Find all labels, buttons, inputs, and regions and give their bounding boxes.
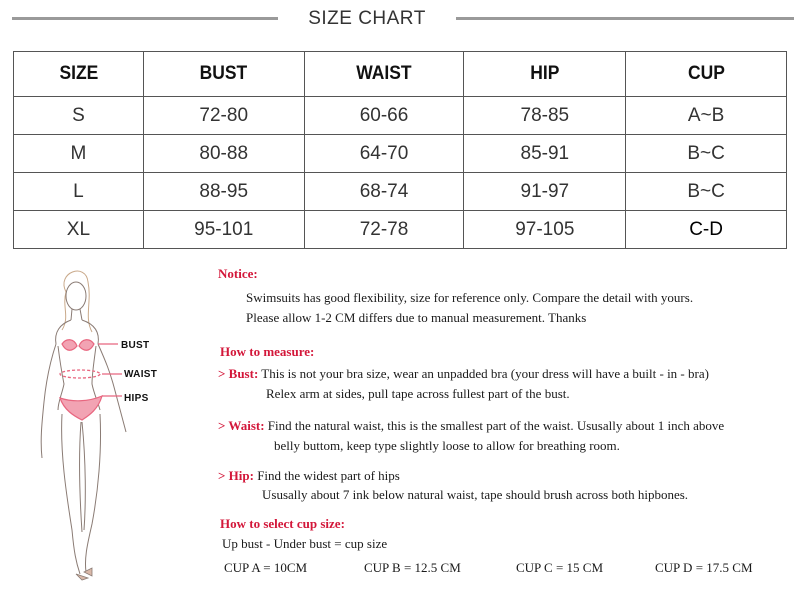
header-size: SIZE xyxy=(19,52,138,97)
cup-b-value: CUP B = 12.5 CM xyxy=(364,560,461,575)
cup-d-value: CUP D = 17.5 CM xyxy=(655,560,753,575)
header-cup: CUP xyxy=(632,52,780,97)
hip-text-1: Find the widest part of hips xyxy=(253,468,400,483)
bust-text-2: Relex arm at sides, pull tape across fullest part of the bust. xyxy=(266,386,570,401)
cell-hip: 97-105 xyxy=(464,211,626,249)
cell-hip: 91-97 xyxy=(464,173,626,211)
how-to-measure-heading: How to measure: xyxy=(220,344,315,359)
cell-cup: A~B xyxy=(626,97,787,135)
table-row xyxy=(14,211,787,249)
cell-hip: 78-85 xyxy=(464,97,626,135)
cup-a-value: CUP A = 10CM xyxy=(224,560,308,575)
label-waist: WAIST xyxy=(124,369,158,380)
table-header-row xyxy=(14,52,787,97)
cup-size-heading: How to select cup size: xyxy=(220,516,345,531)
cell-cup: B~C xyxy=(626,135,787,173)
page-title: SIZE CHART xyxy=(308,8,426,29)
cell-bust: 95-101 xyxy=(143,211,304,249)
cell-waist: 72-78 xyxy=(304,211,464,249)
notice-line-1: Swimsuits has good flexibility, size for reference only. Compare the detail with yours. xyxy=(246,290,694,305)
cell-size: XL xyxy=(14,211,144,249)
cell-cup: B~C xyxy=(626,173,787,211)
header-waist: WAIST xyxy=(311,52,458,97)
header-hip: HIP xyxy=(470,52,619,97)
cell-hip: 85-91 xyxy=(464,135,626,173)
cell-size: L xyxy=(14,173,144,211)
waist-text-2: belly buttom, keep type slightly loose to allow for breathing room. xyxy=(274,438,620,453)
cell-cup: C-D xyxy=(626,211,787,249)
table-row xyxy=(14,135,787,173)
cup-c-value: CUP C = 15 CM xyxy=(516,560,604,575)
table-row xyxy=(14,173,787,211)
notice-line-2: Please allow 1-2 CM differs due to manual measurement. Thanks xyxy=(246,310,587,325)
cell-bust: 88-95 xyxy=(143,173,304,211)
table-row xyxy=(14,97,787,135)
cell-size: M xyxy=(14,135,144,173)
waist-instruction xyxy=(218,416,724,436)
bust-instruction xyxy=(218,364,709,384)
waist-text-1: Find the natural waist, this is the smallest part of the waist. Ususally about 1 inch above xyxy=(264,418,725,433)
notice-heading: Notice: xyxy=(218,266,258,281)
bust-label: > Bust: xyxy=(218,366,259,381)
cell-waist: 64-70 xyxy=(304,135,464,173)
cup-formula: Up bust - Under bust = cup size xyxy=(222,536,388,551)
header-bust: BUST xyxy=(150,52,298,97)
title-rule-left xyxy=(12,17,278,20)
cell-size: S xyxy=(14,97,144,135)
cell-waist: 60-66 xyxy=(304,97,464,135)
cell-bust: 72-80 xyxy=(143,97,304,135)
title-rule-right xyxy=(456,17,794,20)
body-figure xyxy=(26,262,176,582)
waist-label: > Waist: xyxy=(218,418,265,433)
body-figure-illustration xyxy=(26,262,176,582)
hip-instruction xyxy=(218,466,400,486)
cell-bust: 80-88 xyxy=(143,135,304,173)
bust-text-1: This is not your bra size, wear an unpadded bra (your dress will have a built - in - bra) xyxy=(258,366,709,381)
hip-text-2: Ususally about 7 ink below natural waist, tape should brush across both hipbones. xyxy=(262,487,689,502)
size-table xyxy=(13,51,787,249)
label-hips: HIPS xyxy=(124,393,149,404)
label-bust: BUST xyxy=(121,340,150,351)
hip-label: > Hip: xyxy=(218,468,254,483)
cell-waist: 68-74 xyxy=(304,173,464,211)
